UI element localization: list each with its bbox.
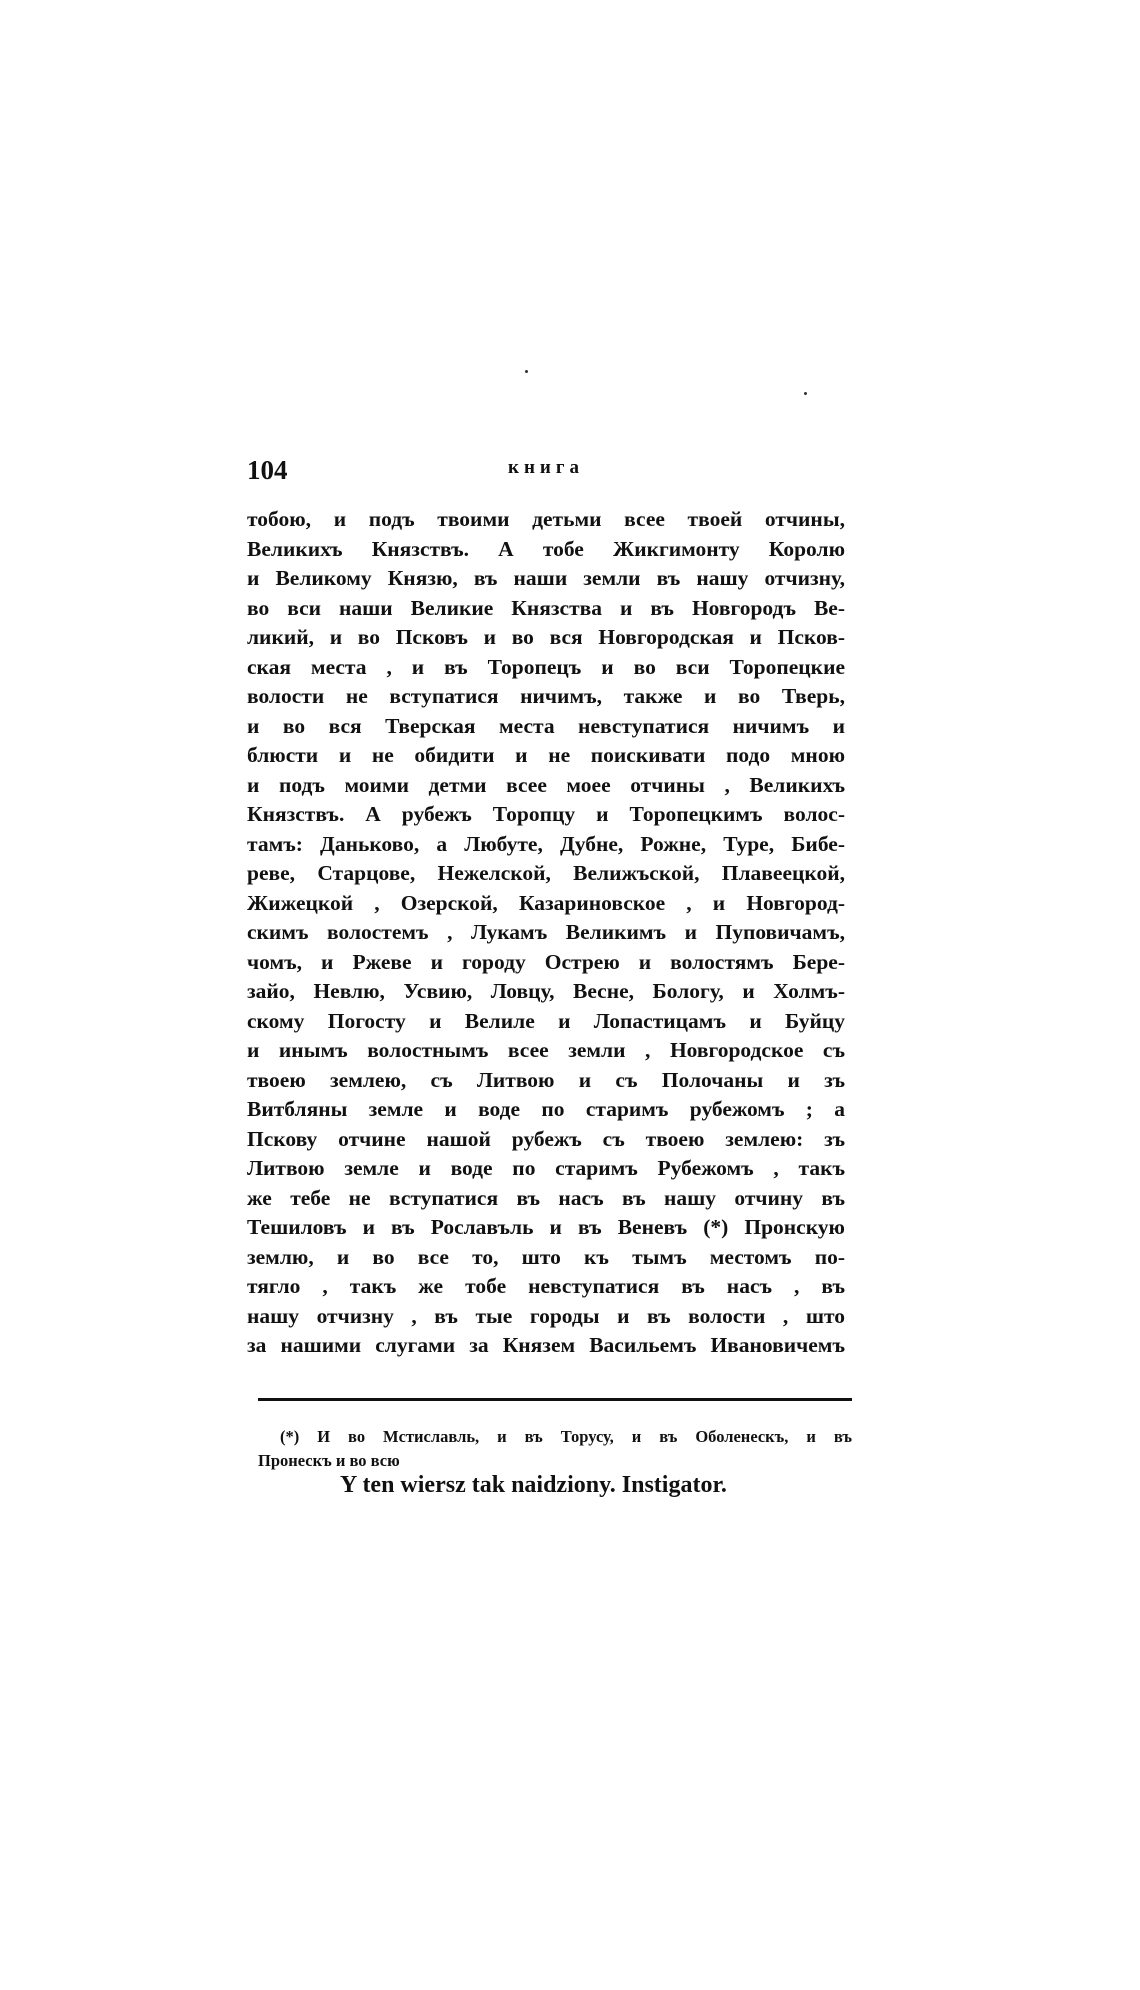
text-line: ликий, и во Псковъ и во вся Новгородская и Псков-: [247, 625, 845, 649]
text-line: землю, и во все то, што къ тымъ местомъ по-: [247, 1244, 845, 1269]
text-line: Литвою земле и воде по старимъ Рубежомъ , такъ: [247, 1156, 845, 1180]
text-line: и инымъ волостнымъ всее земли , Новгородское съ: [247, 1038, 845, 1062]
text-line: блюсти и не обидити и не поискивати подо мною: [247, 743, 845, 767]
page-number: 104: [247, 455, 288, 485]
text-line: скимъ волостемъ , Лукамъ Великимъ и Пуповичамъ,: [247, 920, 845, 944]
text-line: тамъ: Даньково, а Любуте, Дубне, Рожне, Туре, Бибе-: [247, 831, 845, 856]
footnote-rule: [258, 1398, 852, 1401]
text-line: тобою, и подъ твоими детьми всее твоей отчины,: [247, 507, 845, 531]
text-line: же тебе не вступатися въ насъ въ нашу отчину въ: [247, 1185, 845, 1210]
text-line: Жижецкой , Озерской, Казариновское , и Новгород-: [247, 890, 845, 915]
text-line: Витбляны земле и воде по старимъ рубежомъ ; а: [247, 1097, 845, 1121]
text-line: Пскову отчине нашой рубежъ съ твоею землею: зъ: [247, 1126, 845, 1151]
text-line: волости не вступатися ничимъ, также и во Тверь,: [247, 684, 845, 708]
running-head: книга: [508, 457, 584, 478]
text-line: и во вся Тверская места невступатися ничимъ и: [247, 713, 845, 738]
page-header: [247, 455, 845, 489]
text-line: и Великому Князю, въ наши земли въ нашу отчизну,: [247, 566, 845, 590]
text-line: во вси наши Великие Князства и въ Новгородъ Ве-: [247, 595, 845, 620]
text-line: реве, Старцове, Нежелской, Велижъской, Плавеецкой,: [247, 861, 845, 885]
text-line: Великихъ Князствъ. А тобе Жикгимонту Королю: [247, 536, 845, 561]
text-line: чомъ, и Ржеве и городу Острею и волостямъ Бере-: [247, 949, 845, 974]
text-line: твоею землею, съ Литвою и съ Полочаны и зъ: [247, 1067, 845, 1092]
main-text: [247, 505, 845, 1361]
text-line: Князствъ. А рубежъ Торопцу и Торопецкимъ волос-: [247, 802, 845, 826]
text-line: и подъ моими детми всее моее отчины , Великихъ: [247, 772, 845, 797]
footnote-line: (*) И во Мстиславль, и въ Торусу, и въ Оболенескъ, и въ: [280, 1427, 852, 1446]
text-line: нашу отчизну , въ тые городы и въ волости , што: [247, 1303, 845, 1328]
text-line: за нашими слугами за Князем Васильемъ Ивановичемъ: [247, 1333, 845, 1357]
footnote-line: Пронескъ и во всю: [258, 1451, 400, 1470]
footnote-note: Y ten wiersz tak naidziony. Instigator.: [340, 1472, 727, 1498]
text-line: скому Погосту и Велиле и Лопастицамъ и Буйцу: [247, 1008, 845, 1033]
scan-speck: [525, 370, 528, 373]
text-line: тягло , такъ же тобе невступатися въ насъ , въ: [247, 1274, 845, 1298]
text-line: ская места , и въ Торопецъ и во вси Торопецкие: [247, 654, 845, 679]
text-line: Тешиловъ и въ Рославъль и въ Веневъ (*) Пронскую: [247, 1215, 845, 1239]
scan-speck: [804, 392, 807, 395]
text-line: зайо, Невлю, Усвию, Ловцу, Весне, Бологу, и Холмъ-: [247, 979, 845, 1003]
footnote: [258, 1425, 852, 1473]
